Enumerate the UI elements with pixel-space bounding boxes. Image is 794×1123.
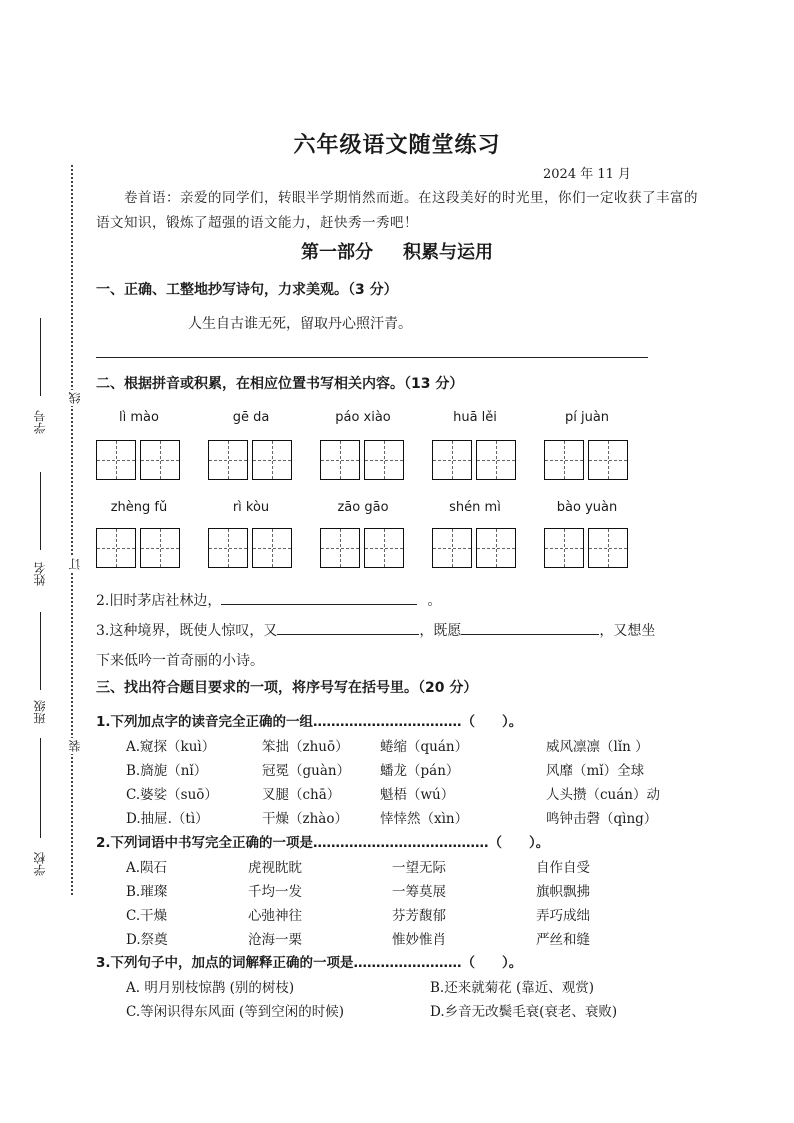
writing-box[interactable] [96, 440, 136, 480]
copy-answer-line[interactable] [96, 357, 648, 358]
writing-box[interactable] [252, 440, 292, 480]
writing-box[interactable] [252, 528, 292, 568]
question-2-3-continued: 下来低吟一首奇丽的小诗。 [96, 653, 264, 669]
pinyin-label: pí juàn [564, 410, 610, 425]
option-text: 严丝和缝 [536, 932, 590, 948]
class-line[interactable] [40, 612, 41, 690]
option-text: A.窥探（kuì） [126, 739, 216, 755]
writing-box[interactable] [588, 440, 628, 480]
option-text: 自作自受 [536, 860, 590, 876]
part-number: 第一部分 [301, 242, 373, 263]
question-2-2 [96, 590, 441, 610]
writing-box[interactable] [364, 440, 404, 480]
option-text: C.干燥 [126, 908, 168, 924]
writing-box[interactable] [320, 528, 360, 568]
student-id-line[interactable] [40, 318, 41, 396]
option-text: 一筹莫展 [392, 884, 446, 900]
option-text: 惟妙惟肖 [392, 932, 446, 948]
option-text: D.祭奠 [126, 932, 168, 948]
writing-box[interactable] [140, 440, 180, 480]
binding-dotted-line [71, 165, 73, 895]
pinyin-label: zāo gāo [337, 500, 389, 515]
option-text: 千均一发 [248, 884, 302, 900]
question-3-1: 1.下列加点字的读音完全正确的一组……………………………（ ）。 [96, 714, 523, 730]
question-2-3-part-c: ，又想坐 [599, 623, 656, 639]
pinyin-label: páo xiào [335, 410, 391, 425]
binding-mark-line: 线 [68, 392, 82, 404]
option-text: 蜷缩（quán） [380, 739, 469, 755]
school-label: 学校 [33, 852, 47, 876]
pinyin-label: bào yuàn [556, 500, 618, 515]
option-text: 魁梧（wú） [380, 787, 455, 803]
option-text: 冠冕（guàn） [262, 763, 351, 779]
writing-box[interactable] [588, 528, 628, 568]
writing-box[interactable] [208, 528, 248, 568]
binding-mark-bind: 装 [68, 740, 82, 752]
part-name: 积累与运用 [403, 242, 493, 263]
question-3-3: 3.下列句子中，加点的词解释正确的一项是……………………（ ）。 [96, 955, 523, 971]
option-text: B.璀璨 [126, 884, 168, 900]
writing-box[interactable] [208, 440, 248, 480]
option-text: 鸣钟击磬（qìng） [546, 811, 658, 827]
option-text: 蟠龙（pán） [380, 763, 460, 779]
pinyin-label: rì kòu [232, 500, 270, 515]
writing-box[interactable] [140, 528, 180, 568]
option-text: 虎视眈眈 [248, 860, 302, 876]
section-2-heading: 二、根据拼音或积累，在相应位置书写相关内容。（13 分） [96, 376, 464, 392]
writing-box[interactable] [320, 440, 360, 480]
option-text: B.还来就菊花 (靠近、观赏) [430, 980, 595, 996]
pinyin-label: shén mì [449, 500, 501, 515]
question-2-2-text: 2.旧时茅店社林边， [96, 593, 222, 609]
fill-blank[interactable] [461, 620, 599, 635]
option-text: C.婆娑（suō） [126, 787, 218, 803]
pinyin-label: zhèng fǔ [110, 500, 168, 515]
option-text: A.陨石 [126, 860, 168, 876]
option-text: 威风凛凛（lǐn ） [546, 739, 649, 755]
option-text: 心弛神往 [248, 908, 302, 924]
option-text: 悻悻然（xìn） [380, 811, 469, 827]
option-text: D.乡音无改鬓毛衰(衰老、衰败) [430, 1004, 618, 1020]
option-text: 芬芳馥郁 [392, 908, 446, 924]
option-text: B.旖旎（nǐ） [126, 763, 208, 779]
option-text: 弄巧成绌 [536, 908, 590, 924]
option-text: D.抽屉.（tì） [126, 811, 209, 827]
writing-box[interactable] [432, 528, 472, 568]
option-text: 一望无际 [392, 860, 446, 876]
writing-box[interactable] [476, 440, 516, 480]
binding-mark-order: 订 [68, 558, 82, 570]
writing-box[interactable] [544, 440, 584, 480]
writing-box[interactable] [432, 440, 472, 480]
option-text: 人头攒（cuán）动 [546, 787, 660, 803]
pinyin-label: gē da [232, 410, 270, 425]
question-2-3-part-a: 3.这种境界，既使人惊叹，又 [96, 623, 278, 639]
question-2-2-end: 。 [427, 593, 442, 609]
question-3-2: 2.下列词语中书写完全正确的一项是…………………………………（ ）。 [96, 835, 550, 851]
question-2-3 [96, 620, 655, 640]
option-text: C.等闲识得东风面 (等到空闲的时候) [126, 1004, 344, 1020]
school-line[interactable] [40, 738, 41, 838]
poem-line: 人生自古谁无死，留取丹心照汗青。 [188, 316, 412, 332]
student-name-label: 姓名 [33, 562, 47, 586]
pinyin-label: huā lěi [453, 410, 497, 425]
option-text: 笨拙（zhuō） [262, 739, 349, 755]
preface-text: 卷首语：亲爱的同学们，转眼半学期悄然而逝。在这段美好的时光里，你们一定收获了丰富的语文知识，锻炼了超强的语文能力，赶快秀一秀吧！ [96, 190, 698, 231]
fill-blank[interactable] [277, 620, 419, 635]
section-1-heading: 一、正确、工整地抄写诗句，力求美观。（3 分） [96, 282, 398, 298]
option-text: 沧海一栗 [248, 932, 302, 948]
option-text: 干燥（zhào） [262, 811, 348, 827]
question-2-3-part-b: ，既愿 [419, 623, 462, 639]
option-text: 叉腿（chā） [262, 787, 341, 803]
option-text: 风靡（mǐ）全球 [546, 763, 645, 779]
part-heading [0, 238, 794, 264]
writing-box[interactable] [364, 528, 404, 568]
student-id-label: 学号 [33, 410, 47, 434]
section-3-heading: 三、找出符合题目要求的一项，将序号写在括号里。（20 分） [96, 680, 478, 696]
page-title: 六年级语文随堂练习 [293, 132, 501, 158]
writing-box[interactable] [476, 528, 516, 568]
exam-date: 2024 年 11 月 [543, 167, 632, 182]
student-name-line[interactable] [40, 472, 41, 550]
pinyin-label: lì mào [119, 410, 159, 425]
writing-box[interactable] [96, 528, 136, 568]
option-text: A. 明月别枝惊鹊 (别的树枝) [126, 980, 295, 996]
option-text: 旗帜飘拂 [536, 884, 590, 900]
class-label: 班级 [33, 700, 47, 724]
writing-box[interactable] [544, 528, 584, 568]
fill-blank[interactable] [221, 590, 417, 605]
